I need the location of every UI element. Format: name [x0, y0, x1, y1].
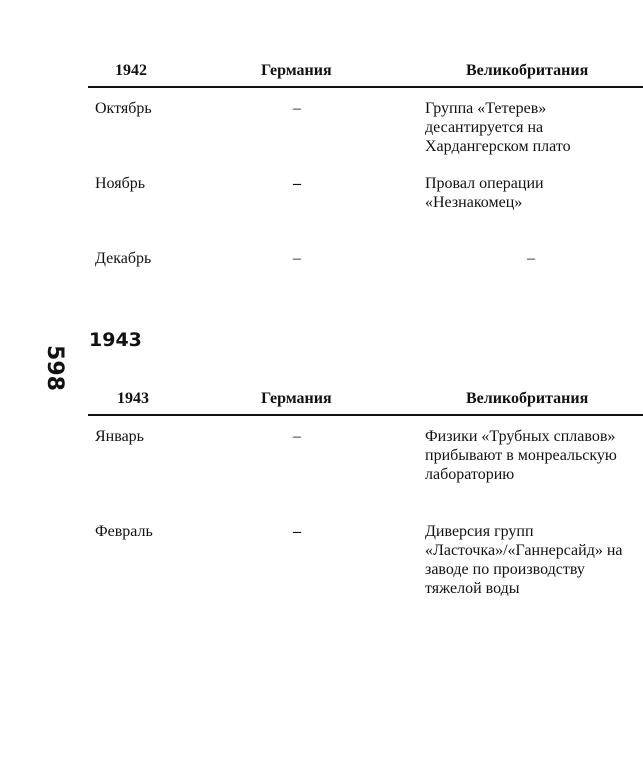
- row-germany-november: –: [293, 175, 301, 192]
- row-uk-february: Диверсия групп «Ласточка»/«Ганнерсайд» на заводе по производству тяжелой воды: [425, 523, 623, 597]
- row-germany-february: –: [293, 523, 301, 540]
- table-1942: [0, 0, 643, 290]
- row-uk-november: Провал операции «Незнакомец»: [425, 175, 544, 211]
- table-1943: [0, 380, 643, 610]
- row-month-november: Ноябрь: [95, 175, 146, 192]
- section-heading-1943: 1943: [89, 329, 142, 351]
- column-header-year: 1942: [115, 62, 147, 79]
- row-uk-december: –: [527, 250, 535, 267]
- column-header-uk: Великобритания: [466, 62, 589, 79]
- column-header-uk: Великобритания: [466, 390, 589, 407]
- row-month-october: Октябрь: [95, 100, 152, 117]
- row-germany-january: –: [293, 428, 301, 445]
- row-month-january: Январь: [95, 428, 144, 445]
- header-rule: [88, 414, 643, 416]
- page-number-text: 598: [42, 345, 67, 391]
- row-month-february: Февраль: [95, 523, 153, 540]
- column-header-germany: Германия: [261, 62, 332, 79]
- row-uk-january: Физики «Трубных сплавов» прибывают в монреальскую лабораторию: [425, 428, 617, 483]
- header-rule: [88, 86, 643, 88]
- row-germany-december: –: [293, 250, 301, 267]
- row-germany-october: –: [293, 100, 301, 117]
- row-month-december: Декабрь: [95, 250, 152, 267]
- column-header-germany: Германия: [261, 390, 332, 407]
- column-header-year: 1943: [117, 390, 149, 407]
- row-uk-october: Группа «Тетерев» десантируется на Хардангерском плато: [425, 100, 571, 155]
